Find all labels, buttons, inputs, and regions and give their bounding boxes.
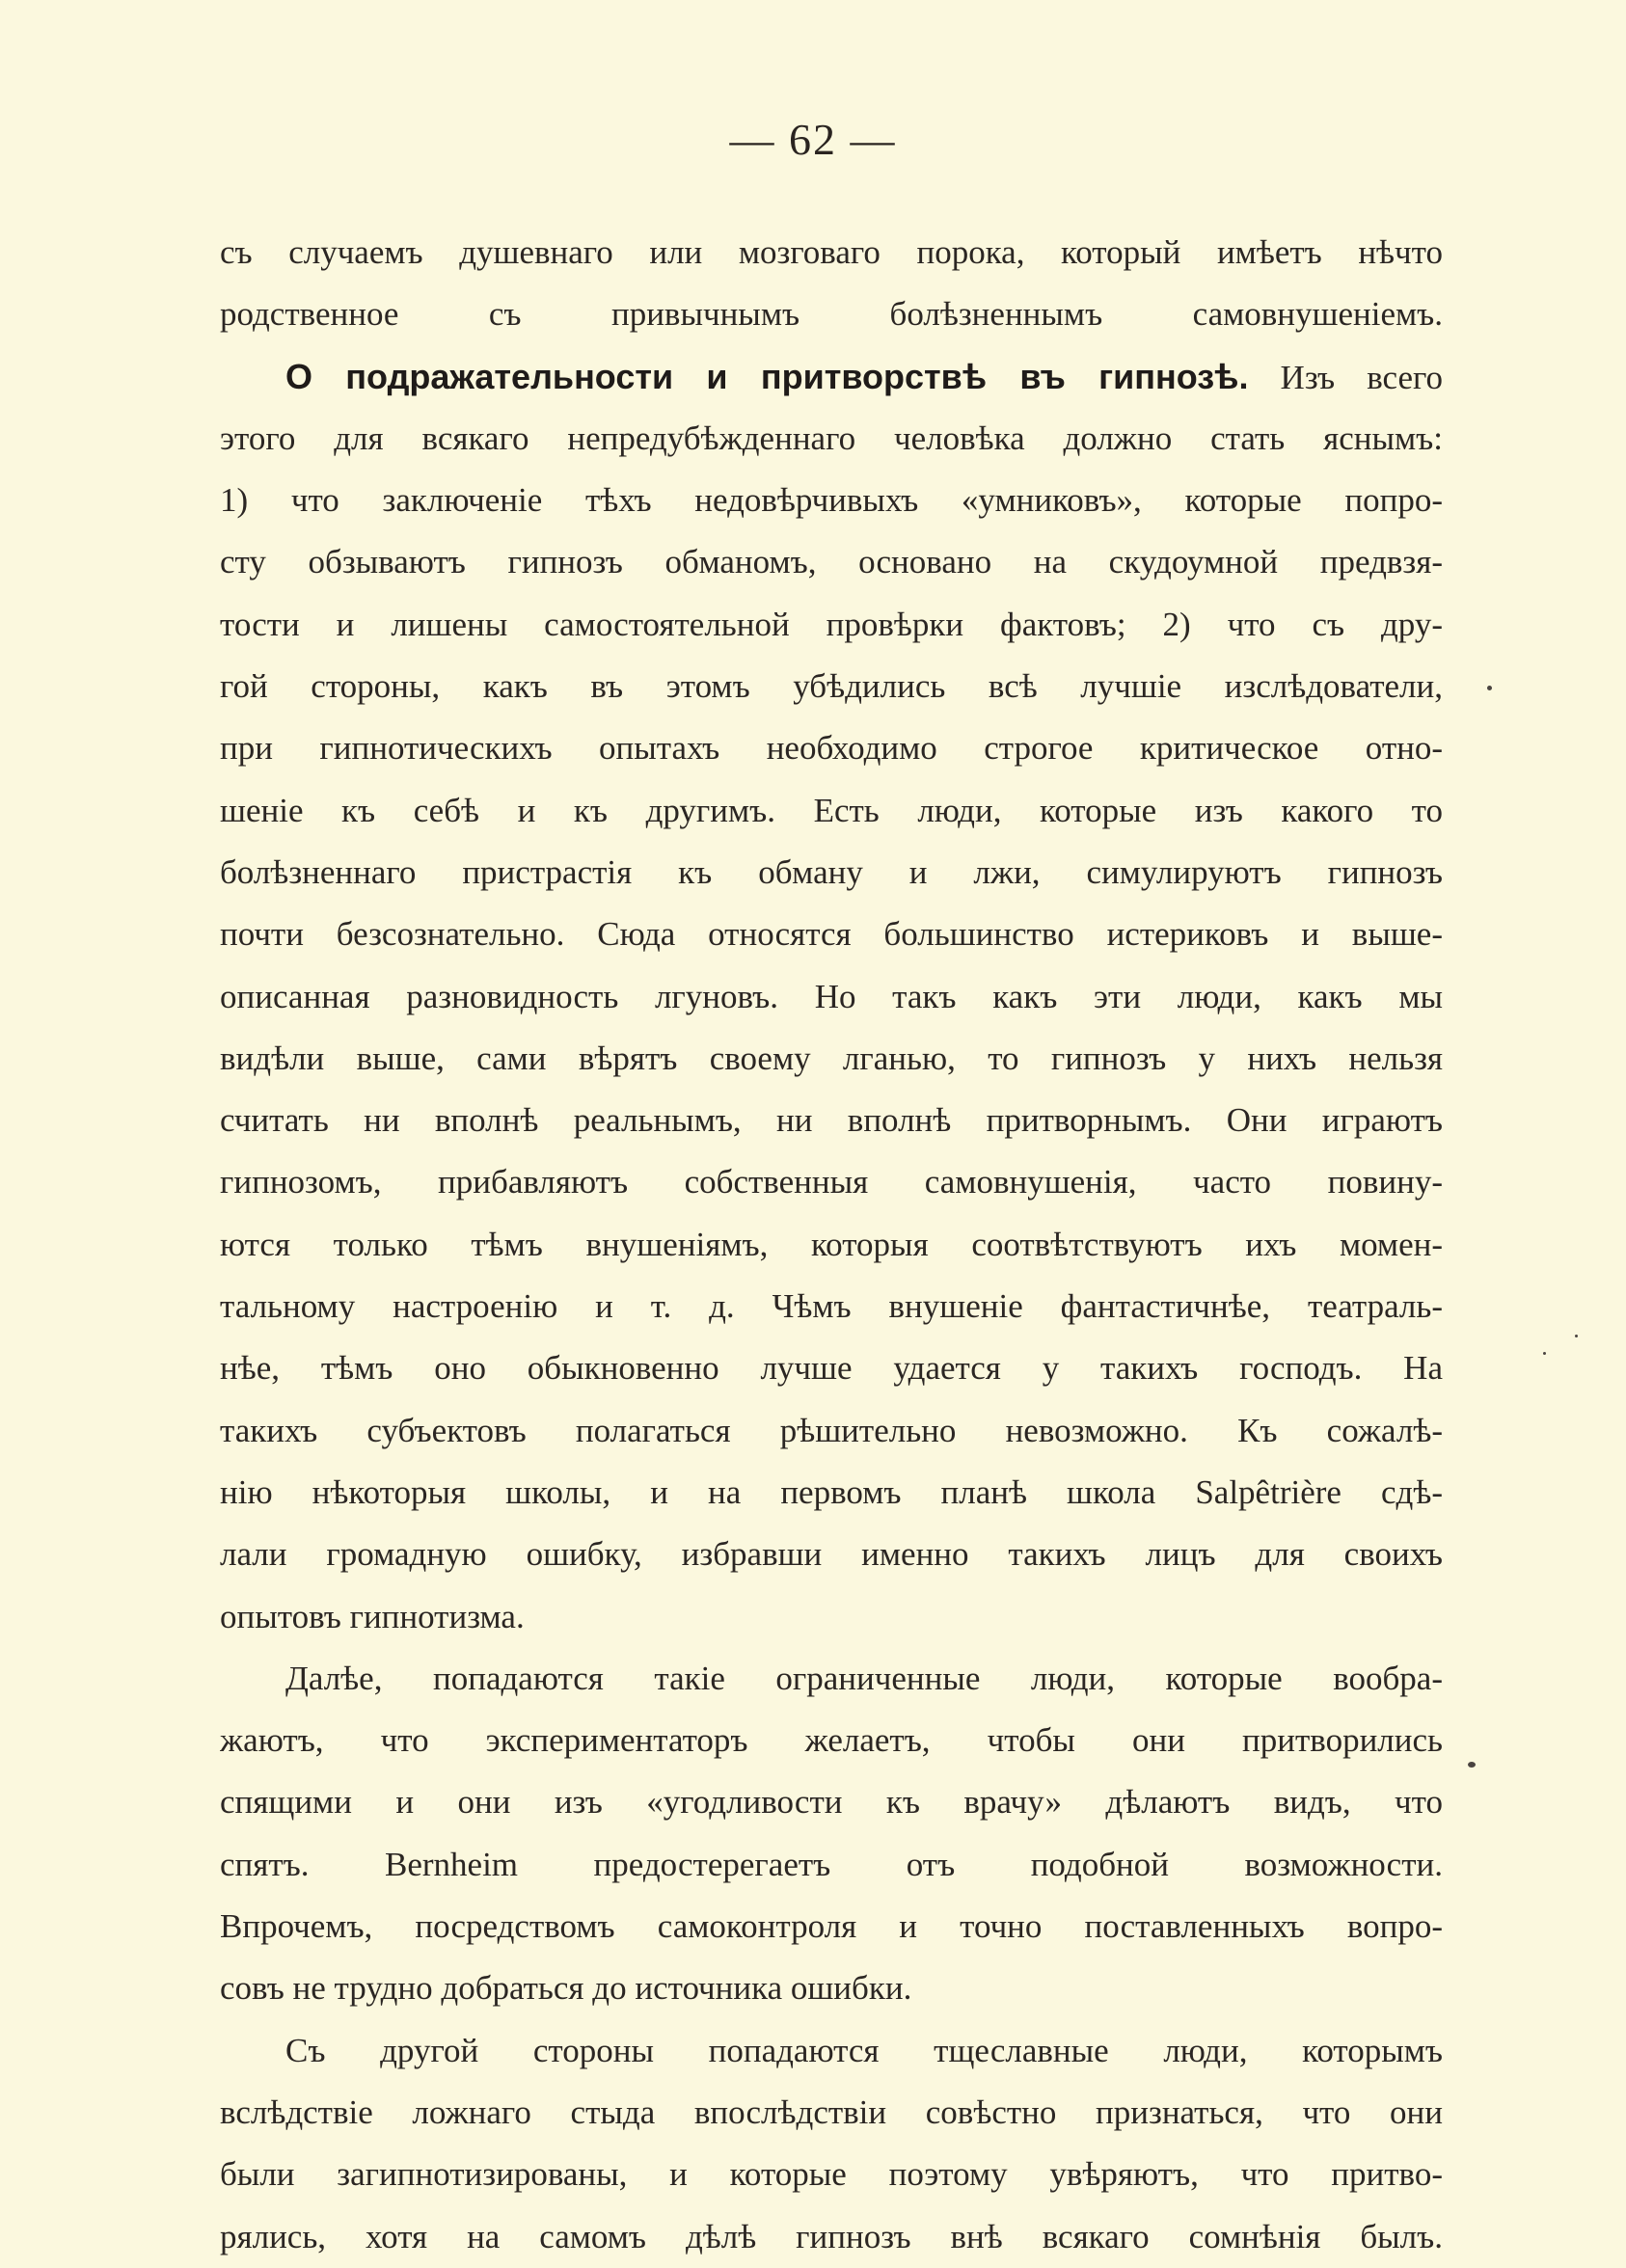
text-line: вслѣдствіе ложнаго стыда впослѣдствіи совѣстно признаться, что они bbox=[220, 2092, 1443, 2131]
heading-continuation: Изъ всего bbox=[1248, 358, 1443, 396]
text-line: опытовъ гипнотизма. bbox=[220, 1597, 525, 1635]
text-line: съ случаемъ душевнаго или мозговаго порока, который имѣетъ нѣчто bbox=[220, 233, 1443, 271]
text-line: такихъ субъектовъ полагаться рѣшительно невозможно. Къ сожалѣ- bbox=[220, 1411, 1443, 1449]
text-line: гой стороны, какъ въ этомъ убѣдились всѣ лучшіе изслѣдователи, bbox=[220, 667, 1443, 706]
page-number: — 62 — bbox=[729, 115, 897, 164]
text-line: описанная разновидность лгуновъ. Но такъ какъ эти люди, какъ мы bbox=[220, 977, 1443, 1015]
text-line: гипнозомъ, прибавляютъ собственныя самовнушенія, часто повину- bbox=[220, 1163, 1443, 1202]
print-speck bbox=[1575, 1335, 1578, 1337]
text-line: при гипнотическихъ опытахъ необходимо строгое критическое отно- bbox=[220, 729, 1443, 768]
text-line: тости и лишены самостоятельной провѣрки фактовъ; 2) что съ дру- bbox=[220, 605, 1443, 643]
text-line: шеніе къ себѣ и къ другимъ. Есть люди, которые изъ какого то bbox=[220, 791, 1443, 829]
text-line: считать ни вполнѣ реальнымъ, ни вполнѣ притворнымъ. Они играютъ bbox=[220, 1101, 1443, 1140]
print-speck bbox=[1468, 1762, 1476, 1768]
text-line: Впрочемъ, посредствомъ самоконтроля и точно поставленныхъ вопро- bbox=[220, 1907, 1443, 1946]
text-line: этого для всякаго непредубѣжденнаго человѣка должно стать яснымъ: bbox=[220, 418, 1443, 457]
text-line bbox=[220, 346, 1443, 408]
text-line: 1) что заключеніе тѣхъ недовѣрчивыхъ «умниковъ», которые попро- bbox=[220, 481, 1443, 520]
text-line: нію нѣкоторыя школы, и на первомъ планѣ школа Salpêtrière сдѣ- bbox=[220, 1472, 1443, 1511]
text-line: совъ не трудно добраться до источника ошибки. bbox=[220, 1969, 912, 2008]
text-line: родственное съ привычнымъ болѣзненнымъ самовнушеніемъ. bbox=[220, 295, 1443, 334]
text-line: нѣе, тѣмъ оно обыкновенно лучше удается у такихъ господъ. На bbox=[220, 1349, 1443, 1388]
print-speck bbox=[1543, 1352, 1546, 1355]
section-heading: О подражательности и притворствѣ въ гипнозѣ. bbox=[285, 356, 1249, 396]
text-line: ются только тѣмъ внушеніямъ, которыя соотвѣтствуютъ ихъ момен- bbox=[220, 1225, 1443, 1263]
text-line: рялись, хотя на самомъ дѣлѣ гипнозъ внѣ всякаго сомнѣнія былъ. bbox=[220, 2217, 1443, 2255]
print-speck bbox=[1487, 686, 1492, 690]
text-line: спятъ. Bernheim предостерегаетъ отъ подобной возможности. bbox=[220, 1845, 1443, 1883]
text-line: видѣли выше, сами вѣрятъ своему лганью, то гипнозъ у нихъ нельзя bbox=[220, 1039, 1443, 1077]
text-line: были загипнотизированы, и которые поэтому увѣряютъ, что притво- bbox=[220, 2155, 1443, 2194]
text-line: жаютъ, что экспериментаторъ желаетъ, чтобы они притворились bbox=[220, 1721, 1443, 1760]
text-line: болѣзненнаго пристрастія къ обману и лжи, симулируютъ гипнозъ bbox=[220, 852, 1443, 891]
text-line: почти безсознательно. Сюда относятся большинство истериковъ и выше- bbox=[220, 915, 1443, 954]
text-line: сту обзываютъ гипнозъ обманомъ, основано на скудоумной предвзя- bbox=[220, 543, 1443, 581]
text-line: спящими и они изъ «угодливости къ врачу» дѣлаютъ видъ, что bbox=[220, 1783, 1443, 1822]
body-text bbox=[220, 222, 1443, 2268]
text-line: лали громадную ошибку, избравши именно такихъ лицъ для своихъ bbox=[220, 1535, 1443, 1574]
text-line: Далѣе, попадаются такіе ограниченные люди, которые вообра- bbox=[285, 1659, 1443, 1697]
text-line: Съ другой стороны попадаются тщеславные люди, которымъ bbox=[285, 2031, 1443, 2069]
text-line: тальному настроенію и т. д. Чѣмъ внушеніе фантастичнѣе, театраль- bbox=[220, 1287, 1443, 1326]
